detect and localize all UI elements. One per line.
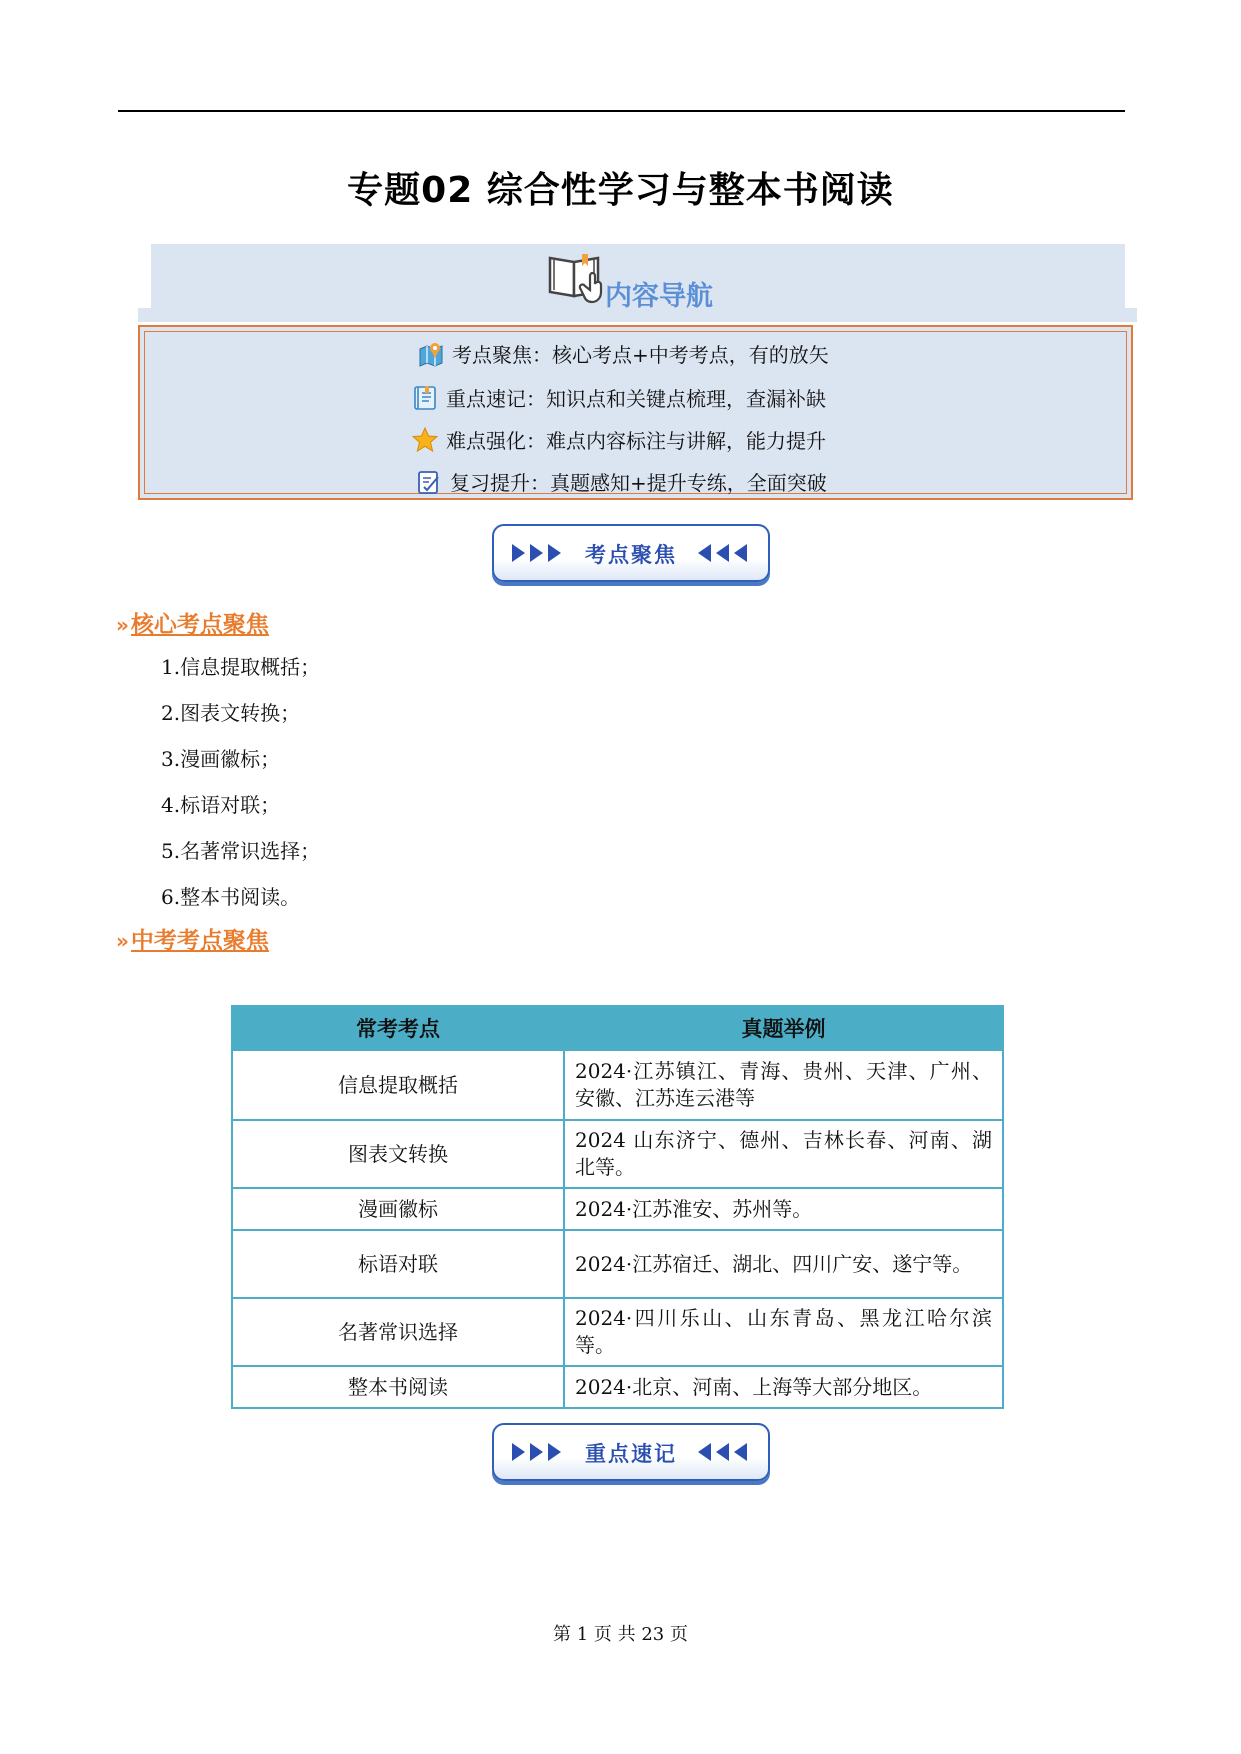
- list-item: 3.漫画徽标；: [161, 747, 281, 771]
- table-cell-point: 漫画徽标: [232, 1188, 564, 1230]
- table-row: [232, 1298, 1003, 1366]
- table-cell-example: 2024 山东济宁、德州、吉林长春、河南、湖北等。: [564, 1120, 1003, 1188]
- table-cell-point: 标语对联: [232, 1230, 564, 1298]
- table-cell-point: 名著常识选择: [232, 1298, 564, 1366]
- table-header-cell: 真题举例: [564, 1006, 1003, 1050]
- nav-line-text: 重点速记：知识点和关键点梳理，查漏补缺: [446, 387, 826, 411]
- table-cell-example: 2024·四川乐山、山东青岛、黑龙江哈尔滨等。: [564, 1298, 1003, 1366]
- nav-line-review: [416, 467, 827, 496]
- double-chevron-icon: »: [116, 929, 129, 953]
- nav-title: 内容导航: [605, 281, 713, 312]
- table-row: [232, 1366, 1003, 1408]
- list-item: 2.图表文转换；: [161, 701, 301, 725]
- table-cell-point: 整本书阅读: [232, 1366, 564, 1408]
- notebook-icon: [412, 385, 438, 411]
- table-cell-example: 2024·江苏镇江、青海、贵州、天津、广州、安徽、江苏连云港等: [564, 1050, 1003, 1120]
- table-row: [232, 1188, 1003, 1230]
- nav-line-text: 难点强化：难点内容标注与讲解，能力提升: [446, 429, 826, 453]
- triple-arrow-left-icon: [696, 541, 752, 565]
- top-rule: [118, 110, 1125, 112]
- table-row: [232, 1050, 1003, 1120]
- double-chevron-icon: »: [116, 613, 129, 637]
- star-icon: [412, 427, 438, 453]
- list-item: 6.整本书阅读。: [161, 885, 301, 909]
- table-header-row: [232, 1006, 1003, 1050]
- table-cell-example: 2024·江苏宿迁、湖北、四川广安、遂宁等。: [564, 1230, 1003, 1298]
- banner-focus-text: 考点聚焦: [585, 543, 677, 567]
- nav-line-text: 复习提升：真题感知+提升专练，全面突破: [450, 471, 827, 495]
- section-heading-exam: »中考考点聚焦: [116, 928, 269, 954]
- page-footer: 第 1 页 共 23 页: [553, 1624, 688, 1645]
- book-pointer-icon: [546, 246, 610, 304]
- nav-box: [138, 325, 1133, 500]
- table-cell-point: 图表文转换: [232, 1120, 564, 1188]
- banner-notes: [492, 1423, 770, 1481]
- map-pin-icon: [418, 341, 444, 367]
- nav-line-notes: [412, 383, 826, 412]
- table-cell-example: 2024·江苏淮安、苏州等。: [564, 1188, 1003, 1230]
- table-row: [232, 1230, 1003, 1298]
- banner-focus: [492, 524, 770, 582]
- triple-arrow-left-icon: [696, 1440, 752, 1464]
- exam-points-table: [231, 1005, 1004, 1409]
- table-cell-example: 2024·北京、河南、上海等大部分地区。: [564, 1366, 1003, 1408]
- table-cell-point: 信息提取概括: [232, 1050, 564, 1120]
- page-title: 专题02 综合性学习与整本书阅读: [347, 170, 894, 211]
- list-item: 5.名著常识选择；: [161, 839, 321, 863]
- checklist-icon: [416, 469, 442, 495]
- banner-notes-text: 重点速记: [585, 1442, 677, 1466]
- nav-line-difficulty: [412, 425, 826, 454]
- table-header-cell: 常考考点: [232, 1006, 564, 1050]
- nav-line-text: 考点聚焦：核心考点+中考考点，有的放矢: [452, 343, 829, 367]
- nav-line-focus: [418, 339, 829, 368]
- section-heading-core: »核心考点聚焦: [116, 612, 269, 638]
- list-item: 4.标语对联；: [161, 793, 281, 817]
- list-item: 1.信息提取概括；: [161, 655, 321, 679]
- table-row: [232, 1120, 1003, 1188]
